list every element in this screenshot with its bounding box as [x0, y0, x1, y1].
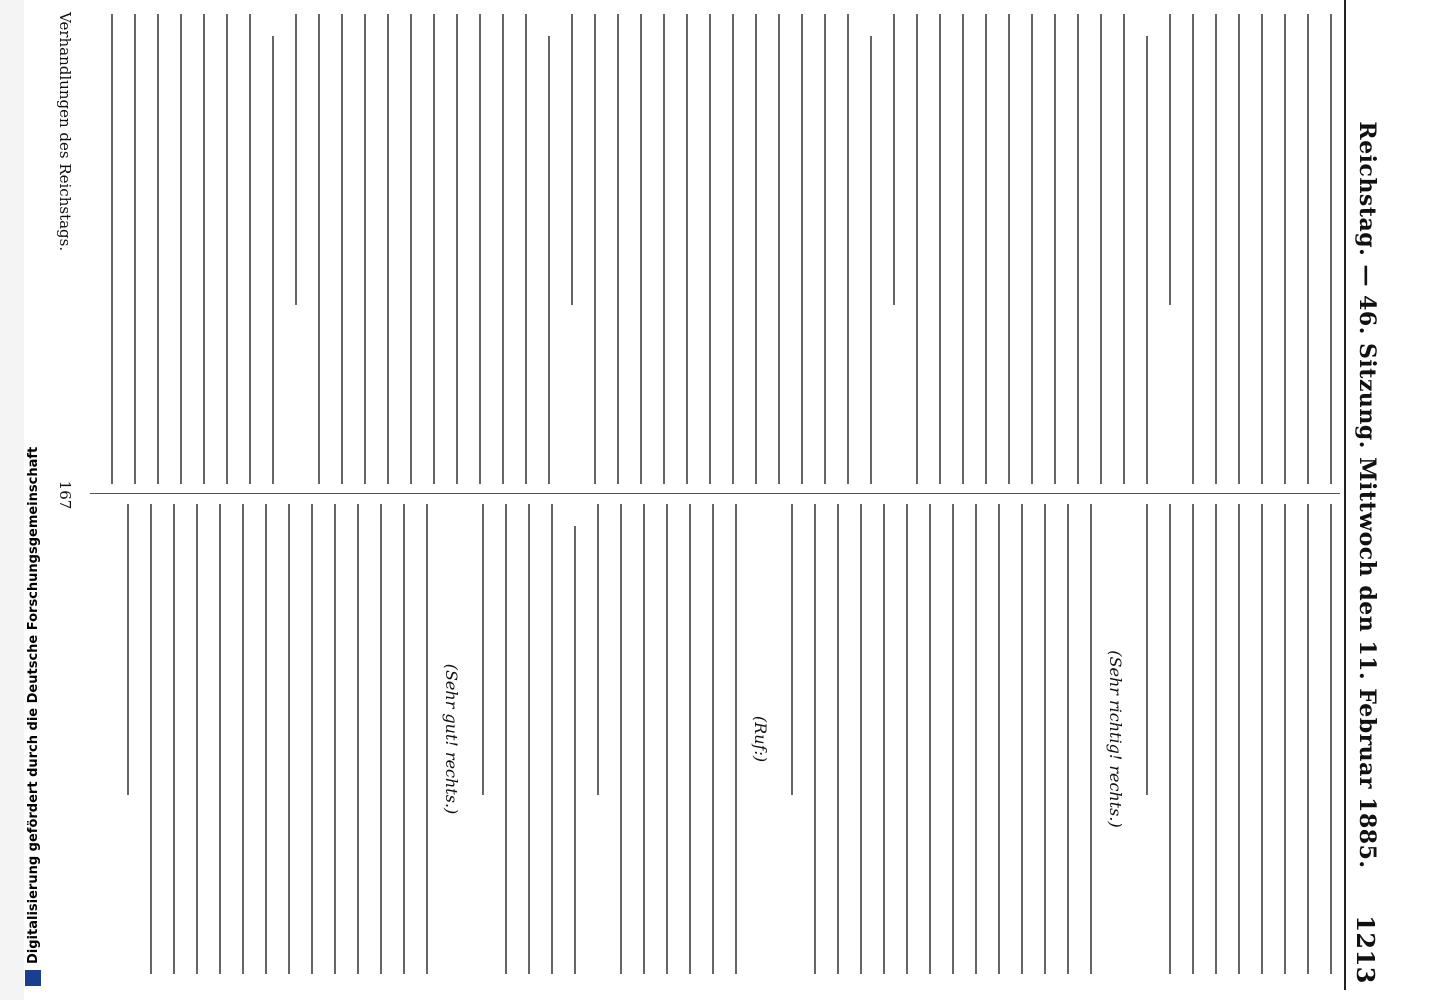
text-line — [571, 14, 573, 305]
text-line — [127, 504, 129, 795]
text-line — [1238, 504, 1240, 974]
text-line — [134, 14, 136, 484]
text-line — [226, 14, 228, 484]
text-line — [1284, 504, 1286, 974]
text-line — [1054, 14, 1056, 484]
text-line — [265, 504, 267, 974]
column-divider — [90, 493, 1340, 494]
text-line — [242, 504, 244, 974]
text-line — [732, 14, 734, 484]
text-line — [620, 504, 622, 974]
text-line — [814, 504, 816, 974]
text-line — [1123, 14, 1125, 484]
text-line — [1284, 14, 1286, 484]
text-line — [686, 14, 688, 484]
text-line — [288, 504, 290, 974]
text-line — [689, 504, 691, 974]
text-line — [482, 504, 484, 795]
text-line — [551, 504, 553, 974]
text-line — [975, 504, 977, 974]
text-line — [150, 504, 152, 974]
text-line — [433, 14, 435, 484]
text-line — [1067, 504, 1069, 974]
sheet-number: 167 — [56, 480, 74, 510]
text-line — [1215, 14, 1217, 484]
text-line — [528, 504, 530, 974]
text-line — [1169, 14, 1171, 305]
text-line — [410, 14, 412, 484]
text-line — [1307, 14, 1309, 484]
text-line — [525, 14, 527, 484]
text-line — [380, 504, 382, 974]
text-line — [594, 14, 596, 484]
text-line — [1192, 504, 1194, 974]
text-line — [663, 14, 665, 484]
text-line — [906, 504, 908, 974]
text-line — [597, 504, 599, 795]
text-line — [870, 36, 872, 484]
text-line — [456, 14, 458, 484]
text-line — [203, 14, 205, 484]
text-line — [318, 14, 320, 484]
text-line — [778, 14, 780, 484]
text-line — [1330, 504, 1332, 974]
text-line — [640, 14, 642, 484]
text-line — [755, 14, 757, 484]
text-column-right — [90, 504, 1332, 974]
page-header — [1346, 0, 1386, 990]
text-line — [1261, 14, 1263, 484]
text-line — [1090, 504, 1092, 974]
interjection: (Ruf:) — [751, 715, 770, 763]
text-line — [574, 526, 576, 974]
text-line — [1261, 504, 1263, 974]
text-line — [712, 504, 714, 974]
text-line — [426, 504, 428, 974]
digitization-note-text: Digitalisierung gefördert durch die Deutsche Forschungsgemeinschaft — [25, 446, 41, 964]
text-line — [735, 504, 737, 974]
text-line — [157, 14, 159, 484]
text-line — [249, 14, 251, 484]
text-line — [311, 504, 313, 974]
text-line — [1192, 14, 1194, 484]
text-line — [1146, 504, 1148, 795]
text-line — [952, 504, 954, 974]
interjection: (Sehr gut! rechts.) — [442, 663, 461, 815]
text-line — [295, 14, 297, 305]
text-line — [883, 504, 885, 974]
text-line — [111, 14, 113, 484]
footer-signature: Verhandlungen des Reichstags. — [56, 12, 74, 252]
text-line — [357, 504, 359, 974]
text-line — [1021, 504, 1023, 974]
text-line — [196, 504, 198, 974]
text-line — [860, 504, 862, 974]
text-line — [173, 504, 175, 974]
text-line — [617, 14, 619, 484]
text-line — [893, 14, 895, 305]
header-rule — [1344, 0, 1346, 990]
text-line — [1330, 14, 1332, 484]
text-line — [643, 504, 645, 974]
text-line — [364, 14, 366, 484]
text-line — [929, 504, 931, 974]
text-line — [791, 504, 793, 795]
digitization-note — [22, 0, 44, 1000]
text-line — [847, 14, 849, 484]
text-line — [403, 504, 405, 974]
text-line — [824, 14, 826, 484]
text-line — [1146, 36, 1148, 484]
text-line — [1238, 14, 1240, 484]
text-line — [1008, 14, 1010, 484]
text-line — [709, 14, 711, 484]
text-line — [505, 504, 507, 974]
text-line — [180, 14, 182, 484]
text-line — [479, 14, 481, 484]
text-line — [998, 504, 1000, 974]
text-line — [341, 14, 343, 484]
text-line — [1169, 504, 1171, 974]
text-line — [1215, 504, 1217, 974]
dfg-logo-icon — [25, 970, 41, 986]
document-page — [50, 0, 1390, 990]
text-line — [939, 14, 941, 484]
text-line — [219, 504, 221, 974]
text-line — [334, 504, 336, 974]
text-line — [985, 14, 987, 484]
text-column-left — [90, 14, 1332, 484]
text-line — [272, 36, 274, 484]
text-line — [666, 504, 668, 974]
text-line — [801, 14, 803, 484]
scan-margin — [0, 0, 24, 1000]
text-line — [837, 504, 839, 974]
text-line — [916, 14, 918, 484]
interjection: (Sehr richtig! rechts.) — [1106, 650, 1125, 828]
text-line — [387, 14, 389, 484]
text-line — [1307, 504, 1309, 974]
text-line — [548, 36, 550, 484]
page-number: 1213 — [1351, 915, 1380, 984]
text-line — [502, 14, 504, 484]
text-line — [1031, 14, 1033, 484]
text-line — [1100, 14, 1102, 484]
text-line — [1044, 504, 1046, 974]
text-line — [1077, 14, 1079, 484]
running-title: Reichstag. — 46. Sitzung. Mittwoch den 11. Februar 1885. — [1354, 121, 1380, 869]
text-line — [962, 14, 964, 484]
